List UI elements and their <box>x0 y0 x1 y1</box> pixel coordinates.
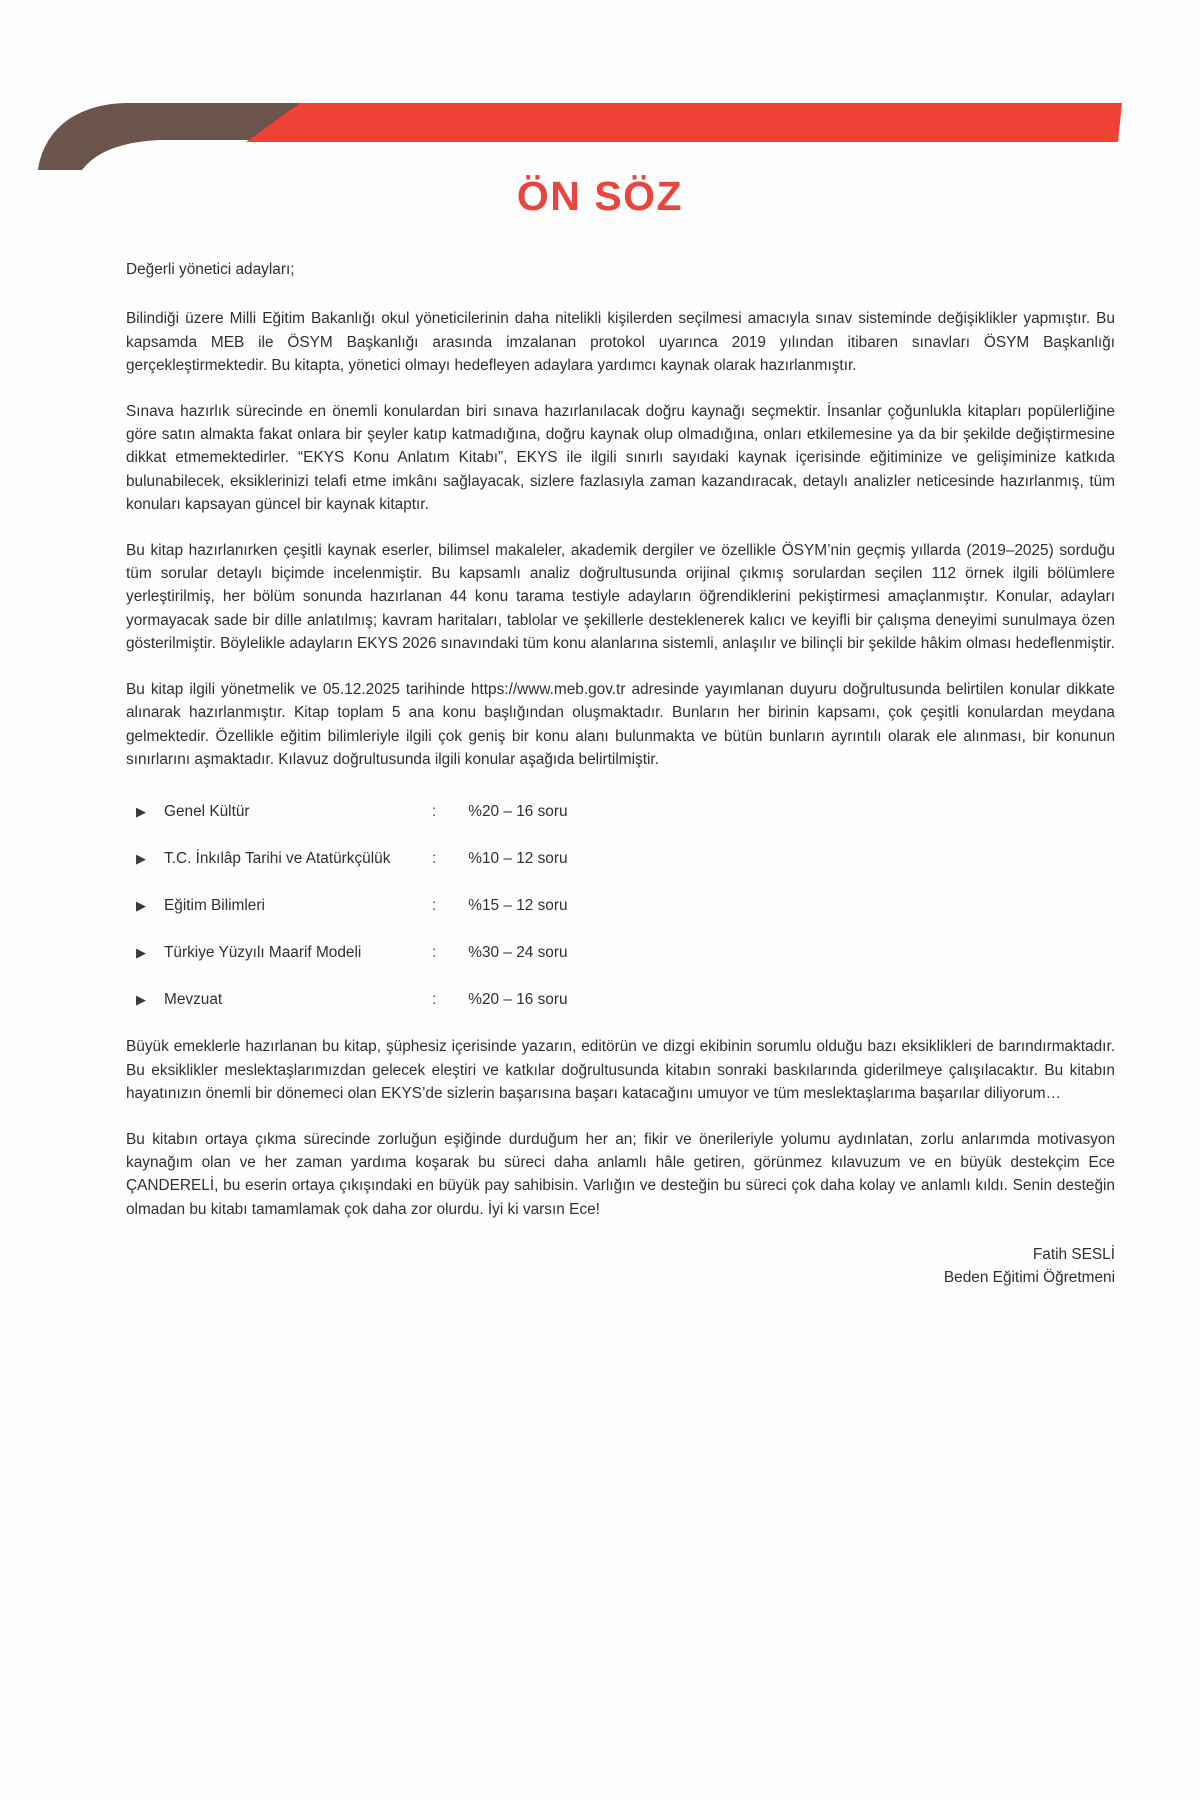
topic-value: %15 – 12 soru <box>468 897 568 915</box>
banner-red-bar-tip <box>1100 103 1122 142</box>
topic-value: %30 – 24 soru <box>468 944 568 962</box>
paragraph-preparation: Bu kitap hazırlanırken çeşitli kaynak eserler, bilimsel makaleler, akademik dergiler ve özellikle ÖSYM’nin geçmiş yıllarda (2019–2025) sorduğu tüm sorular detaylı biçimde incelenmiştir. Bu kapsamlı analiz doğrultusunda orijinal çıkmış sorulardan seçilen 112 örnek ilgili bölümlere yerleştirilmiş, her bölüm sonunda hazırlanan 44 konu tarama testiyle adayların öğrendiklerini pekiştirmesi amaçlanmıştır. Konular, adayları yormayacak sade bir dille anlatılmış; kavram haritaları, tablolar ve şekillerle desteklenerek kalıcı ve keyifli bir çalışma deneyimi sunulmaya özen gösterilmiştir. Böylelikle adayların EKYS 2026 sınavındaki tüm konu alanlarına sistemli, anlaşılır ve bilinçli bir şekilde hâkim olması hedeflenmiştir. <box>126 541 1115 653</box>
header-banner <box>0 0 1200 190</box>
author-name: Fatih SESLİ <box>1032 1246 1115 1264</box>
triangle-bullet-icon: ▶ <box>136 851 146 867</box>
triangle-bullet-icon: ▶ <box>136 992 146 1008</box>
banner-red-bar <box>246 103 1120 142</box>
list-item <box>126 944 1115 962</box>
list-item <box>126 897 1115 915</box>
signature-block <box>126 1243 1115 1289</box>
topic-value: %20 – 16 soru <box>468 991 568 1009</box>
topic-separator: : <box>432 991 437 1009</box>
topic-value: %10 – 12 soru <box>468 850 568 868</box>
salutation: Değerli yönetici adayları; <box>126 261 295 278</box>
author-role: Beden Eğitimi Öğretmeni <box>943 1269 1115 1287</box>
topic-label: T.C. İnkılâp Tarihi ve Atatürkçülük <box>164 850 391 868</box>
list-item <box>126 803 1115 821</box>
topic-separator: : <box>432 944 437 962</box>
topic-label: Genel Kültür <box>164 803 250 821</box>
topic-label: Türkiye Yüzyılı Maarif Modeli <box>164 944 362 962</box>
topic-label: Eğitim Bilimleri <box>164 897 265 915</box>
banner-brown-curve <box>38 103 300 170</box>
paragraph-personal-thanks: Bu kitabın ortaya çıkma sürecinde zorluğun eşiğinde durduğum her an; fikir ve önerileriyle yolumu aydınlatan, zorlu anlarımda motivasyon kaynağım olan ve her zaman yardıma koşarak bu süreci daha anlamlı hâle getiren, görünmez kılavuzum ve en büyük destekçim Ece ÇANDERELİ, bu eserin ortaya çıkışındaki en büyük pay sahibisin. Varlığın ve desteğin bu süreci çok daha kolay ve anlamlı kıldı. Senin desteğin olmadan bu kitabı tamamlamak çok daha zor olurdu. İyi ki varsın Ece! <box>126 1130 1115 1218</box>
topic-separator: : <box>432 897 437 915</box>
paragraph-acknowledgement-errata: Büyük emeklerle hazırlanan bu kitap, şüphesiz içerisinde yazarın, editörün ve dizgi ekibinin sorumlu olduğu bazı eksiklikleri de barındırmaktadır. Bu eksiklikler meslektaşlarımızdan gelecek eleştiri ve katkılar doğrultusunda kitabın sonraki baskılarında giderilmeye çalışılacaktır. Bu kitabın hayatınızın önemli bir dönemeci olan EKYS’de sizlerin başarısına başarı katacağını umuyor ve tüm meslektaşlarıma başarılar diliyorum… <box>126 1038 1115 1103</box>
list-item <box>126 991 1115 1009</box>
topic-distribution-list <box>126 803 1115 1009</box>
topic-separator: : <box>432 850 437 868</box>
topic-separator: : <box>432 803 437 821</box>
triangle-bullet-icon: ▶ <box>136 898 146 914</box>
paragraph-intro: Bilindiği üzere Milli Eğitim Bakanlığı okul yöneticilerinin daha nitelikli kişilerden seçilmesi amacıyla sınav sisteminde değişiklikler yapmıştır. Bu kapsamda MEB ile ÖSYM Başkanlığı arasında imzalanan protokol uyarınca 2019 yılından itibaren sınavları ÖSYM Başkanlığı gerçekleştirmektedir. Bu kitapta, yönetici olmayı hedefleyen adaylara yardımcı kaynak olarak hazırlanmıştır. <box>126 310 1115 375</box>
list-item <box>126 850 1115 868</box>
topic-label: Mevzuat <box>164 991 223 1009</box>
document-body <box>126 258 1115 1289</box>
triangle-bullet-icon: ▶ <box>136 945 146 961</box>
topic-value: %20 – 16 soru <box>468 803 568 821</box>
paragraph-regulation: Bu kitap ilgili yönetmelik ve 05.12.2025 tarihinde https://www.meb.gov.tr adresinde yayımlanan duyuru doğrultusunda belirtilen konular dikkate alınarak hazırlanmıştır. Kitap toplam 5 ana konu başlığından oluşmaktadır. Bunların her birinin kapsamı, çok çeşitli konulardan meydana gelmektedir. Özellikle eğitim bilimleriyle ilgili çok geniş bir konu alanı bulunmakta ve bütün bunların ayrıntılı olarak ele alınması, bir konunun sınırlarını aşmaktadır. Kılavuz doğrultusunda ilgili konular aşağıda belirtilmiştir. <box>126 680 1115 768</box>
triangle-bullet-icon: ▶ <box>136 804 146 820</box>
page-title: ÖN SÖZ <box>516 173 684 219</box>
paragraph-source-selection: Sınava hazırlık sürecinde en önemli konulardan biri sınava hazırlanılacak doğru kaynağı seçmektir. İnsanlar çoğunlukla kitapları popülerliğine göre satın almakta fakat onlara bir şeyler katıp katmadığına, doğru kaynak olup olmadığına, onları etkilemesine ya da bir şekilde değiştirmesine dikkat etmemektedirler. “EKYS Konu Anlatım Kitabı”, EKYS ile ilgili sınırlı sayıdaki kaynak içerisinde eğitiminize ve gelişiminize katkıda bulunabilecek, eksiklerinizi telafi etme imkânı sağlayacak, sizlere fazlasıyla zaman kazandıracak, detaylı analizler neticesinde hazırlanmış, tüm konuları kapsayan güncel bir kaynak kitaptır. <box>126 402 1115 514</box>
